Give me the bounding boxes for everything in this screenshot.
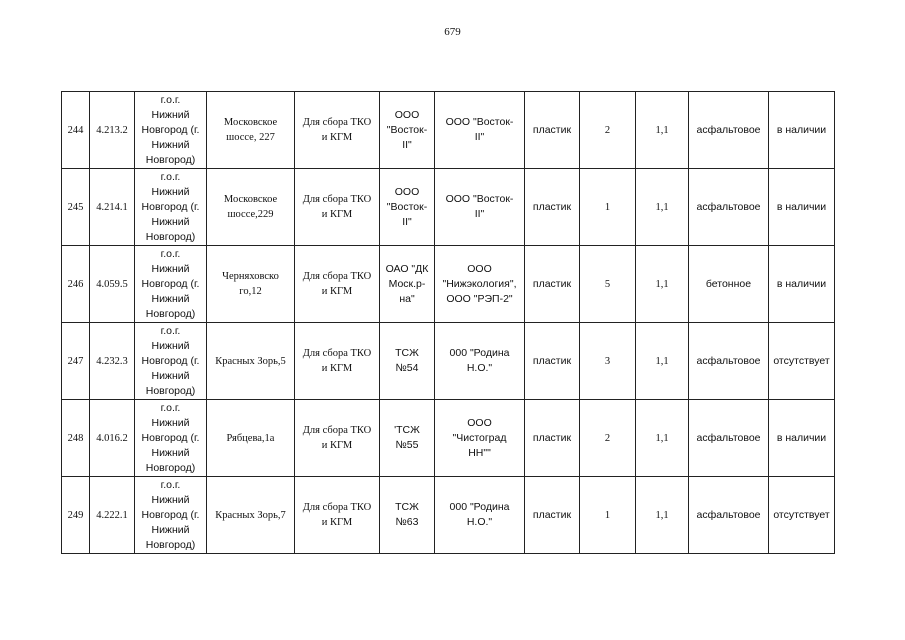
container-volume-cell: 1,1 — [636, 477, 689, 554]
fence-status-cell: в наличии — [769, 400, 835, 477]
row-number-cell: 249 — [62, 477, 90, 554]
material-cell: пластик — [525, 92, 580, 169]
operator-cell: ООО "Восток- II" — [435, 169, 525, 246]
table-row — [62, 477, 835, 554]
material-cell: пластик — [525, 246, 580, 323]
container-volume-cell: 1,1 — [636, 400, 689, 477]
purpose-cell: Для сбора ТКО и КГМ — [295, 92, 380, 169]
owner-cell: ООО "Восток- II" — [380, 92, 435, 169]
fence-status-cell: в наличии — [769, 246, 835, 323]
site-code-cell: 4.213.2 — [90, 92, 135, 169]
locality-cell: г.о.г. Нижний Новгород (г. Нижний Новгород) — [135, 246, 207, 323]
address-cell: Красных Зорь,5 — [207, 323, 295, 400]
operator-cell: ООО "Восток- II" — [435, 92, 525, 169]
container-count-cell: 2 — [580, 92, 636, 169]
fence-status-cell: в наличии — [769, 169, 835, 246]
site-code-cell: 4.016.2 — [90, 400, 135, 477]
owner-cell: ТСЖ №54 — [380, 323, 435, 400]
operator-cell: 000 "Родина Н.О." — [435, 323, 525, 400]
purpose-cell: Для сбора ТКО и КГМ — [295, 246, 380, 323]
owner-cell: ТСЖ №63 — [380, 477, 435, 554]
material-cell: пластик — [525, 323, 580, 400]
row-number-cell: 247 — [62, 323, 90, 400]
address-cell: Московское шоссе,229 — [207, 169, 295, 246]
address-cell: Московское шоссе, 227 — [207, 92, 295, 169]
locality-cell: г.о.г. Нижний Новгород (г. Нижний Новгород) — [135, 400, 207, 477]
address-cell: Черняховско го,12 — [207, 246, 295, 323]
site-code-cell: 4.059.5 — [90, 246, 135, 323]
operator-cell: ООО "Нижэкология", ООО "РЭП-2" — [435, 246, 525, 323]
material-cell: пластик — [525, 169, 580, 246]
site-code-cell: 4.232.3 — [90, 323, 135, 400]
operator-cell: 000 "Родина Н.О." — [435, 477, 525, 554]
table-row — [62, 323, 835, 400]
site-code-cell: 4.222.1 — [90, 477, 135, 554]
purpose-cell: Для сбора ТКО и КГМ — [295, 169, 380, 246]
fence-status-cell: в наличии — [769, 92, 835, 169]
table-row — [62, 246, 835, 323]
locality-cell: г.о.г. Нижний Новгород (г. Нижний Новгород) — [135, 323, 207, 400]
container-volume-cell: 1,1 — [636, 169, 689, 246]
surface-cell: асфальтовое — [689, 169, 769, 246]
table-row — [62, 169, 835, 246]
surface-cell: бетонное — [689, 246, 769, 323]
owner-cell: 'ТСЖ №55 — [380, 400, 435, 477]
material-cell: пластик — [525, 477, 580, 554]
address-cell: Рябцева,1а — [207, 400, 295, 477]
registry-table — [61, 91, 835, 554]
owner-cell: ОАО "ДК Моск.р- на" — [380, 246, 435, 323]
row-number-cell: 248 — [62, 400, 90, 477]
owner-cell: ООО "Восток- II" — [380, 169, 435, 246]
locality-cell: г.о.г. Нижний Новгород (г. Нижний Новгород) — [135, 477, 207, 554]
site-code-cell: 4.214.1 — [90, 169, 135, 246]
table-row — [62, 92, 835, 169]
container-count-cell: 1 — [580, 477, 636, 554]
container-volume-cell: 1,1 — [636, 92, 689, 169]
fence-status-cell: отсутствует — [769, 477, 835, 554]
material-cell: пластик — [525, 400, 580, 477]
table-row — [62, 400, 835, 477]
registry-body — [62, 92, 835, 554]
container-count-cell: 2 — [580, 400, 636, 477]
surface-cell: асфальтовое — [689, 477, 769, 554]
container-volume-cell: 1,1 — [636, 323, 689, 400]
container-volume-cell: 1,1 — [636, 246, 689, 323]
row-number-cell: 245 — [62, 169, 90, 246]
address-cell: Красных Зорь,7 — [207, 477, 295, 554]
operator-cell: ООО "Чистоград НН"" — [435, 400, 525, 477]
row-number-cell: 244 — [62, 92, 90, 169]
page-number: 679 — [444, 26, 461, 38]
purpose-cell: Для сбора ТКО и КГМ — [295, 400, 380, 477]
container-count-cell: 3 — [580, 323, 636, 400]
container-count-cell: 1 — [580, 169, 636, 246]
locality-cell: г.о.г. Нижний Новгород (г. Нижний Новгород) — [135, 92, 207, 169]
fence-status-cell: отсутствует — [769, 323, 835, 400]
row-number-cell: 246 — [62, 246, 90, 323]
surface-cell: асфальтовое — [689, 400, 769, 477]
surface-cell: асфальтовое — [689, 92, 769, 169]
locality-cell: г.о.г. Нижний Новгород (г. Нижний Новгород) — [135, 169, 207, 246]
purpose-cell: Для сбора ТКО и КГМ — [295, 477, 380, 554]
purpose-cell: Для сбора ТКО и КГМ — [295, 323, 380, 400]
surface-cell: асфальтовое — [689, 323, 769, 400]
container-count-cell: 5 — [580, 246, 636, 323]
